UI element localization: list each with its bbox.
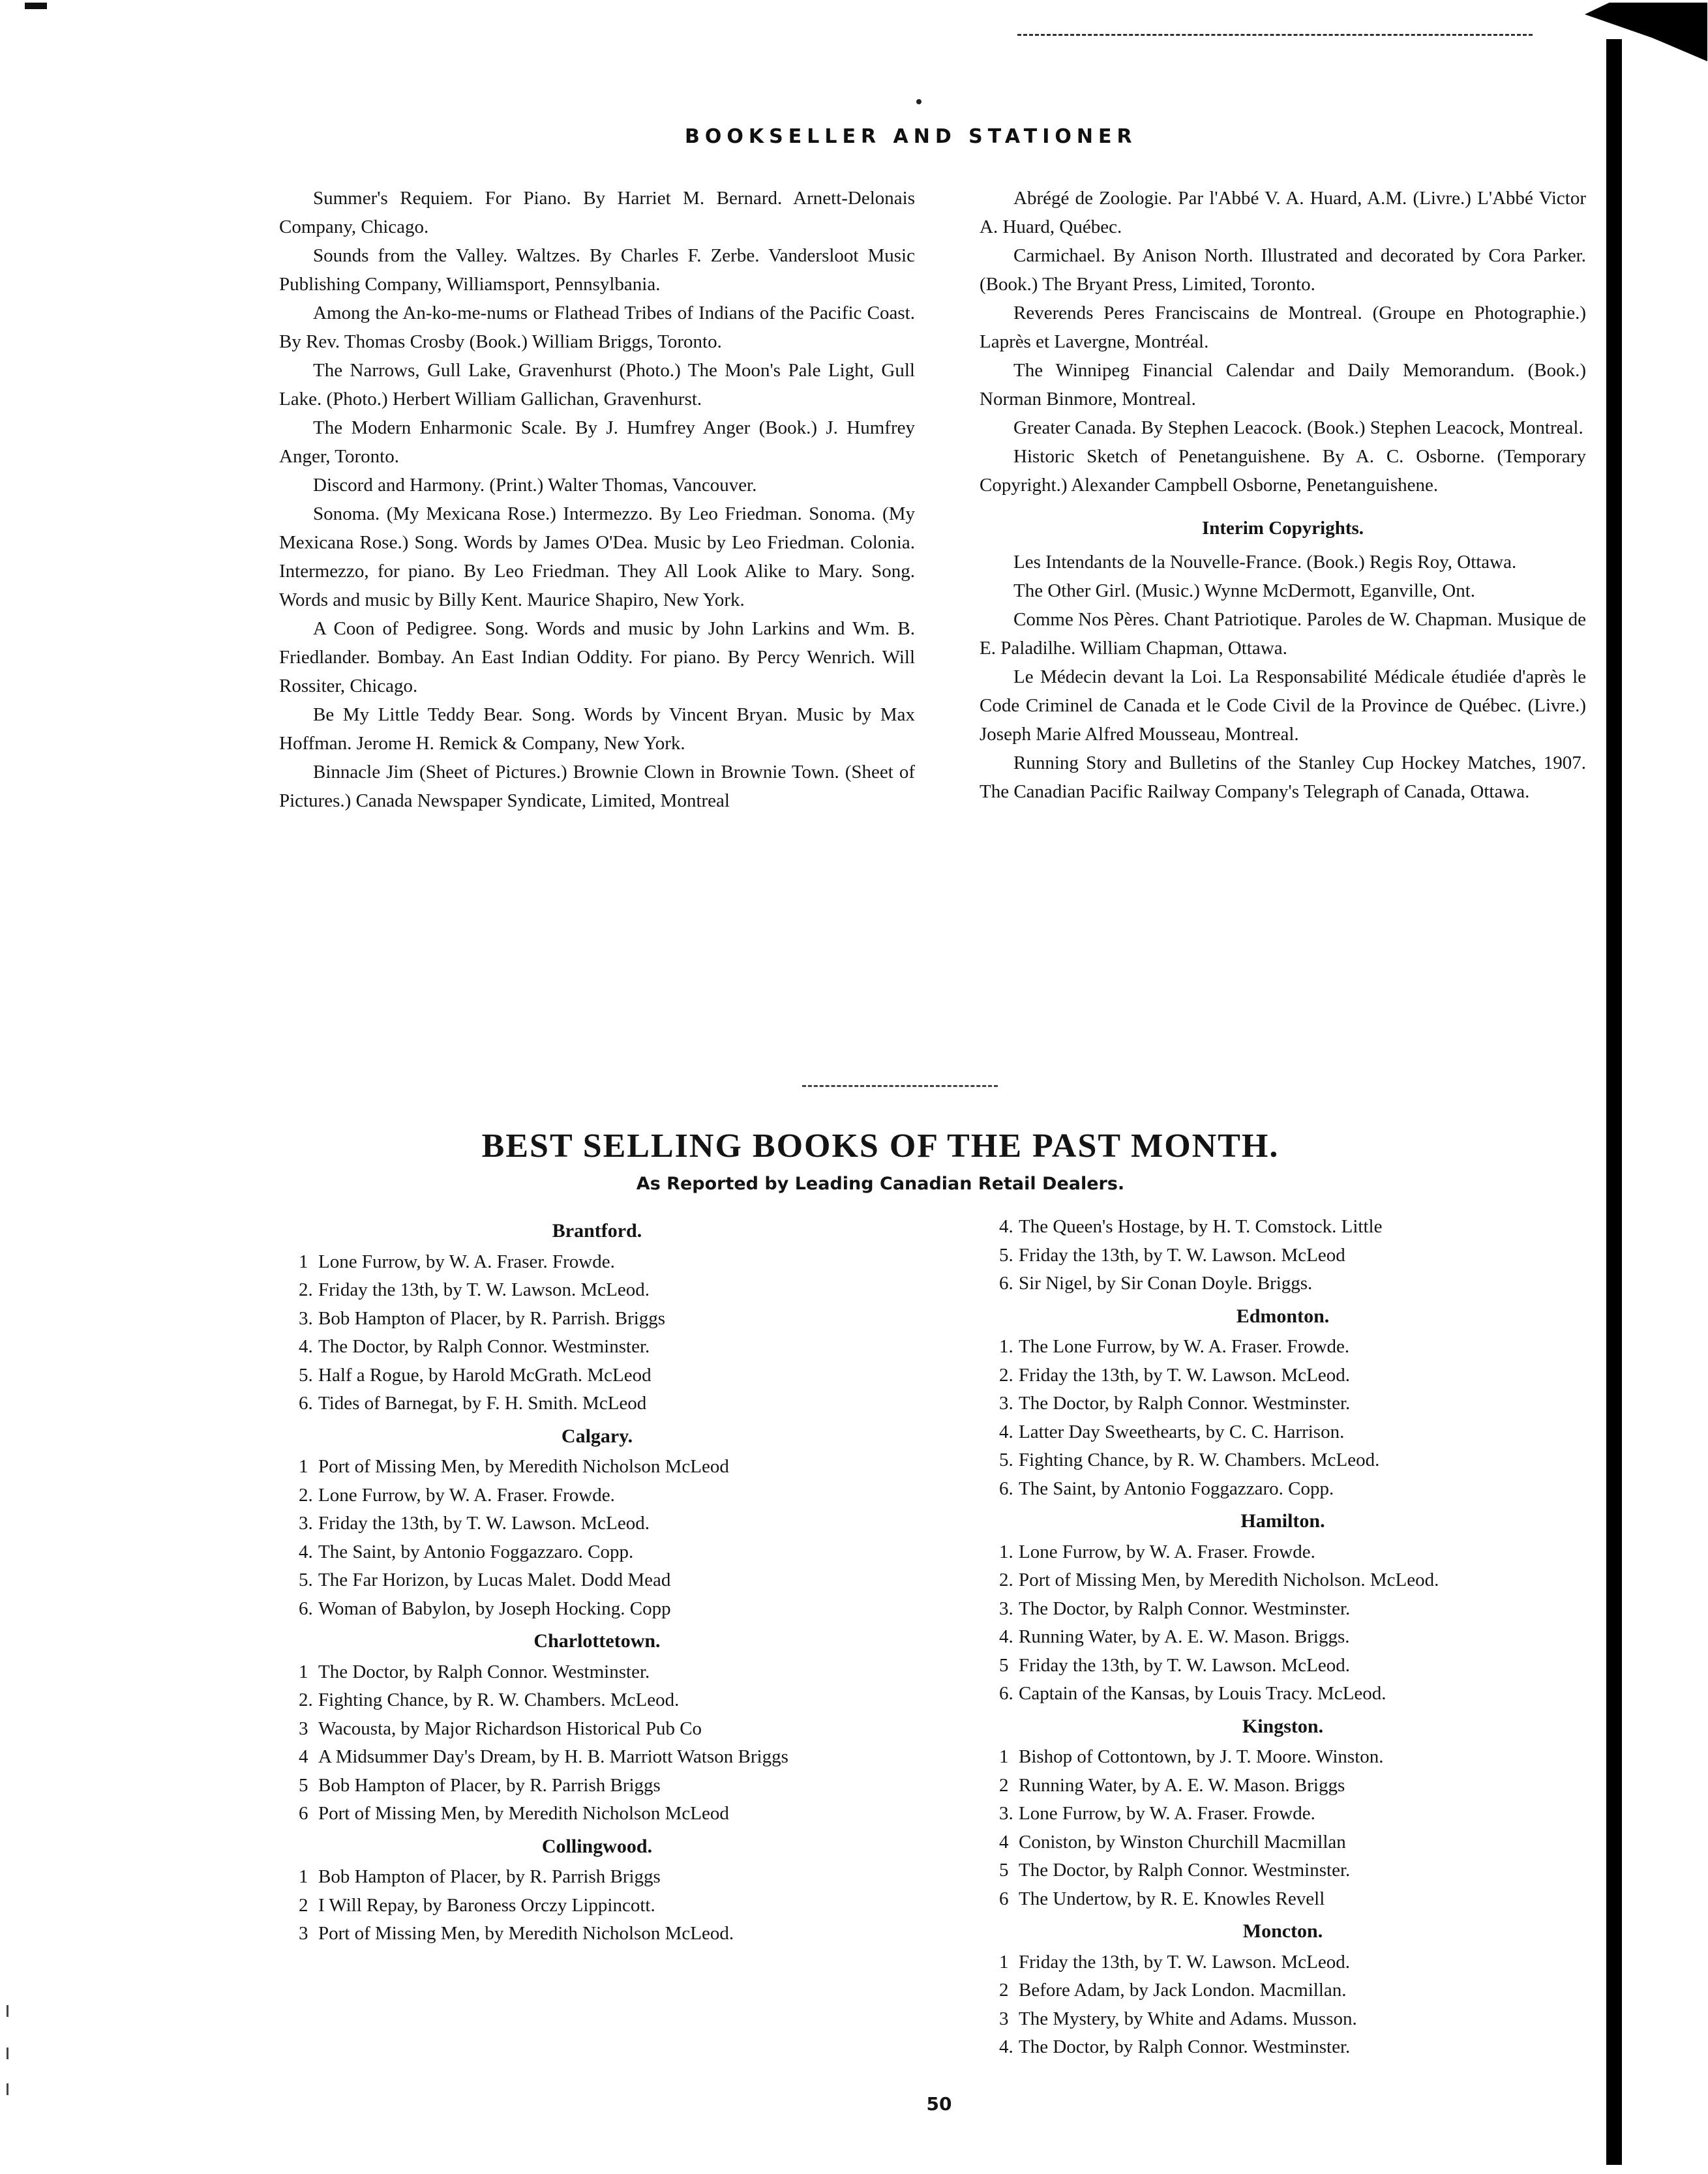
book-entry: I Will Repay, by Baroness Orczy Lippincott. (318, 1894, 655, 1916)
rank-number: 6. (999, 1683, 1013, 1704)
book-entry: Lone Furrow, by W. A. Fraser. Frowde. (318, 1484, 615, 1506)
bestseller-list (279, 1453, 915, 1623)
book-entry: Bob Hampton of Placer, by R. Parrish Briggs (318, 1774, 661, 1796)
book-entry: The Lone Furrow, by W. A. Fraser. Frowde. (1019, 1336, 1350, 1357)
book-entry: Running Water, by A. E. W. Mason. Briggs (1019, 1774, 1345, 1796)
entry-paragraph: Discord and Harmony. (Print.) Walter Thomas, Vancouver. (313, 475, 757, 496)
book-entry: The Doctor, by Ralph Connor. Westminster. (1019, 1860, 1351, 1881)
margin-tick (7, 2047, 8, 2059)
section-title: BEST SELLING BOOKS OF THE PAST MONTH. (481, 1127, 1280, 1165)
rank-number: 4. (999, 1216, 1013, 1237)
bestsellers-column-left (279, 1213, 915, 1948)
book-entry: Sir Nigel, by Sir Conan Doyle. Briggs. (1019, 1273, 1313, 1294)
rank-number: 6 (299, 1803, 308, 1824)
rank-number: 5. (299, 1570, 313, 1590)
section-divider (802, 1085, 998, 1087)
entry-paragraph: Greater Canada. By Stephen Leacock. (Book.) Stephen Leacock, Montreal. (1013, 417, 1583, 438)
book-entry: Port of Missing Men, by Meredith Nicholson McLeod (318, 1456, 729, 1477)
book-entry: Latter Day Sweethearts, by C. C. Harrison. (1019, 1421, 1345, 1442)
book-entry: Bishop of Cottontown, by J. T. Moore. Winston. (1019, 1746, 1384, 1767)
bestseller-item (980, 1242, 1586, 1270)
bestseller-item (980, 1446, 1586, 1475)
bestseller-item (980, 1652, 1586, 1680)
book-entry: Port of Missing Men, by Meredith Nicholson McLeod. (318, 1923, 734, 1944)
rank-number: 4. (999, 1626, 1013, 1647)
book-entry: The Doctor, by Ralph Connor. Westminster. (318, 1336, 650, 1357)
rank-number: 2. (299, 1484, 313, 1506)
bestseller-item (980, 1680, 1586, 1708)
scan-corner-mark (25, 3, 47, 9)
book-entry: Coniston, by Winston Churchill Macmillan (1019, 1831, 1346, 1853)
rank-number: 4. (999, 1421, 1013, 1442)
rank-number: 5 (299, 1774, 308, 1796)
bestseller-item (980, 1828, 1586, 1857)
bestseller-item (980, 1333, 1586, 1362)
rank-number: 5 (999, 1654, 1009, 1676)
interim-heading: Interim Copyrights. (1201, 518, 1364, 539)
book-entry: Port of Missing Men, by Meredith Nicholson McLeod (318, 1803, 729, 1824)
copyright-column-left (279, 184, 915, 815)
entry-paragraph: Be My Little Teddy Bear. Song. Words by Vincent Bryan. Music by Max Hoffman. Jerome H. Remick & Company, New York. (279, 704, 915, 754)
bestseller-list (980, 1333, 1586, 1503)
rank-number: 3 (299, 1923, 308, 1944)
bestseller-item (980, 1475, 1586, 1504)
entry-paragraph: Summer's Requiem. For Piano. By Harriet M. Bernard. Arnett-Delonais Company, Chicago. (279, 188, 915, 237)
rank-number: 2. (999, 1570, 1013, 1590)
bestseller-item (279, 1863, 915, 1892)
rank-number: 2 (999, 1774, 1009, 1796)
rank-number: 6 (999, 1888, 1009, 1909)
rank-number: 1 (999, 1746, 1009, 1767)
book-entry: Friday the 13th, by T. W. Lawson. McLeod. (1019, 1951, 1350, 1973)
book-entry: Before Adam, by Jack London. Macmillan. (1019, 1980, 1347, 2001)
rank-number: 2. (299, 1279, 313, 1300)
bestseller-item (279, 1362, 915, 1390)
rank-number: 3. (999, 1598, 1013, 1619)
book-entry: Wacousta, by Major Richardson Historical Pub Co (318, 1718, 702, 1739)
rank-number: 5. (999, 1450, 1013, 1470)
bestseller-item (980, 1213, 1586, 1242)
book-entry: Woman of Babylon, by Joseph Hocking. Copp (318, 1598, 671, 1619)
bestseller-item (279, 1772, 915, 1800)
city-heading: Calgary. (561, 1425, 633, 1447)
bestseller-item (980, 2033, 1586, 2062)
book-entry: Lone Furrow, by W. A. Fraser. Frowde. (1019, 1803, 1315, 1824)
bestseller-item (279, 1453, 915, 1482)
book-entry: Friday the 13th, by T. W. Lawson. McLeod. (1019, 1654, 1350, 1676)
bestseller-item (980, 1595, 1586, 1624)
city-heading: Moncton. (1242, 1920, 1323, 1942)
book-entry: The Doctor, by Ralph Connor. Westminster. (1019, 1598, 1351, 1619)
bestseller-item (279, 1390, 915, 1418)
city-heading: Kingston. (1242, 1715, 1324, 1737)
city-heading: Charlottetown. (533, 1630, 661, 1652)
bestseller-item (279, 1248, 915, 1277)
rank-number: 1 (299, 1251, 308, 1272)
bestseller-item (279, 1920, 915, 1948)
book-entry: Bob Hampton of Placer, by R. Parrish. Briggs (318, 1307, 666, 1329)
entry-paragraph: Binnacle Jim (Sheet of Pictures.) Brownie Clown in Brownie Town. (Sheet of Pictures.) Canada Newspaper Syndicate, Limited, Montreal (279, 762, 915, 811)
entry-paragraph: Le Médecin devant la Loi. La Responsabilité Médicale étudiée d'après le Code Criminel de Canada et le Code Civil de la Province de Québec. (Livre.) Joseph Marie Alfred Mousseau, Montreal. (980, 666, 1586, 745)
bestseller-item (279, 1892, 915, 1920)
bestseller-item (980, 1538, 1586, 1567)
book-entry: Fighting Chance, by R. W. Chambers. McLeod. (318, 1690, 680, 1710)
bestseller-list (279, 1863, 915, 1948)
book-entry: Fighting Chance, by R. W. Chambers. McLeod. (1019, 1450, 1380, 1470)
rank-number: 6. (999, 1273, 1013, 1294)
rank-number: 1 (299, 1661, 308, 1682)
rank-number: 6. (999, 1478, 1013, 1499)
book-entry: The Undertow, by R. E. Knowles Revell (1019, 1888, 1325, 1909)
bestseller-item (279, 1566, 915, 1595)
page-number: 50 (926, 2093, 952, 2115)
city-heading: Hamilton. (1240, 1510, 1325, 1532)
rank-number: 3. (299, 1307, 313, 1329)
rank-number: 3. (299, 1513, 313, 1534)
book-entry: Lone Furrow, by W. A. Fraser. Frowde. (318, 1251, 615, 1272)
book-entry: Lone Furrow, by W. A. Fraser. Frowde. (1019, 1541, 1315, 1562)
entry-paragraph: Among the An-ko-me-nums or Flathead Tribes of Indians of the Pacific Coast. By Rev. Thomas Crosby (Book.) William Briggs, Toronto. (279, 303, 915, 352)
bestseller-item (980, 1566, 1586, 1595)
bestseller-list (279, 1658, 915, 1828)
entry-paragraph: Reverends Peres Franciscains de Montreal. (Groupe en Photographie.) Laprès et Lavergne, Montréal. (980, 303, 1586, 352)
bestseller-item (980, 1362, 1586, 1390)
bestseller-item (279, 1743, 915, 1772)
entry-paragraph: The Other Girl. (Music.) Wynne McDermott, Eganville, Ont. (1013, 580, 1476, 601)
city-heading: Brantford. (552, 1220, 642, 1242)
bestseller-item (279, 1800, 915, 1828)
rank-number: 2 (299, 1894, 308, 1916)
binding-edge (1606, 39, 1622, 2165)
entry-paragraph: Sounds from the Valley. Waltzes. By Charles F. Zerbe. Vandersloot Music Publishing Company, Williamsport, Pennsylbania. (279, 245, 915, 295)
entry-paragraph: Sonoma. (My Mexicana Rose.) Intermezzo. By Leo Friedman. Sonoma. (My Mexicana Rose.) Song. Words by James O'Dea. Music by Leo Friedman. Colonia. Intermezzo, for piano. By Leo Friedman. They All Look Alike to Mary. Song. Words and music by Billy Kent. Maurice Shapiro, New York. (279, 503, 915, 610)
top-scan-dash (1017, 34, 1533, 36)
bestseller-item (279, 1276, 915, 1305)
rank-number: 6. (299, 1393, 313, 1414)
rank-number: 2 (999, 1980, 1009, 2001)
bestseller-item (980, 1418, 1586, 1447)
entry-paragraph: Abrégé de Zoologie. Par l'Abbé V. A. Huard, A.M. (Livre.) L'Abbé Victor A. Huard, Québec. (980, 188, 1586, 237)
bestseller-item (279, 1510, 915, 1538)
section-subtitle: As Reported by Leading Canadian Retail Dealers. (636, 1174, 1125, 1194)
rank-number: 1 (299, 1456, 308, 1477)
book-entry: The Mystery, by White and Adams. Musson. (1019, 2008, 1357, 2029)
rank-number: 4 (999, 1831, 1009, 1853)
rank-number: 4 (299, 1746, 308, 1767)
entry-paragraph: Historic Sketch of Penetanguishene. By A. C. Osborne. (Temporary Copyright.) Alexander Campbell Osborne, Penetanguishene. (980, 446, 1586, 496)
book-entry: Friday the 13th, by T. W. Lawson. McLeod. (318, 1279, 650, 1300)
entry-paragraph: The Narrows, Gull Lake, Gravenhurst (Photo.) The Moon's Pale Light, Gull Lake. (Photo.) Herbert William Gallichan, Gravenhurst. (279, 360, 915, 409)
bestseller-item (980, 1743, 1586, 1772)
rank-number: 1. (999, 1336, 1013, 1357)
book-entry: Half a Rogue, by Harold McGrath. McLeod (318, 1364, 652, 1386)
entry-paragraph: The Winnipeg Financial Calendar and Daily Memorandum. (Book.) Norman Binmore, Montreal. (980, 360, 1586, 409)
margin-tick (7, 2083, 8, 2095)
bestseller-item (279, 1305, 915, 1333)
entry-paragraph: Running Story and Bulletins of the Stanley Cup Hockey Matches, 1907. The Canadian Pacific Railway Company's Telegraph of Canada, Ottawa. (980, 752, 1586, 802)
rank-number: 2. (299, 1690, 313, 1710)
rank-number: 2. (999, 1364, 1013, 1386)
bestseller-list (980, 1948, 1586, 2062)
entry-paragraph: Les Intendants de la Nouvelle-France. (Book.) Regis Roy, Ottawa. (1013, 552, 1517, 573)
rank-number: 5. (299, 1364, 313, 1386)
book-entry: Friday the 13th, by T. W. Lawson. McLeod (1019, 1244, 1345, 1266)
bestseller-list (980, 1213, 1586, 1298)
entry-paragraph: Comme Nos Pères. Chant Patriotique. Paroles de W. Chapman. Musique de E. Paladilhe. William Chapman, Ottawa. (980, 609, 1586, 659)
bestseller-item (980, 1800, 1586, 1828)
book-entry: The Far Horizon, by Lucas Malet. Dodd Mead (318, 1570, 671, 1590)
bestsellers-column-right (980, 1213, 1586, 2062)
margin-tick (7, 2005, 8, 2017)
bestseller-item (279, 1333, 915, 1362)
book-entry: Friday the 13th, by T. W. Lawson. McLeod. (1019, 1364, 1350, 1386)
bestseller-item (980, 1623, 1586, 1652)
book-entry: The Saint, by Antonio Foggazzaro. Copp. (318, 1541, 634, 1562)
rank-number: 1 (999, 1951, 1009, 1973)
book-entry: The Doctor, by Ralph Connor. Westminster. (318, 1661, 650, 1682)
book-entry: The Doctor, by Ralph Connor. Westminster. (1019, 1393, 1351, 1414)
bestseller-item (980, 1390, 1586, 1418)
book-entry: The Doctor, by Ralph Connor. Westminster. (1019, 2036, 1351, 2057)
header-dot (916, 99, 921, 104)
city-heading: Collingwood. (541, 1835, 653, 1857)
bestseller-item (279, 1538, 915, 1567)
rank-number: 3. (999, 1803, 1013, 1824)
copyright-column-right (980, 184, 1586, 806)
bestseller-item (980, 1772, 1586, 1800)
copyright-entries-right (980, 184, 1586, 499)
bestseller-list (980, 1743, 1586, 1913)
book-entry: A Midsummer Day's Dream, by H. B. Marriott Watson Briggs (318, 1746, 788, 1767)
rank-number: 5. (999, 1244, 1013, 1266)
bestseller-item (980, 1976, 1586, 2005)
binding-edge-top (1585, 3, 1707, 61)
book-entry: The Queen's Hostage, by H. T. Comstock. Little (1019, 1216, 1383, 1237)
book-entry: The Saint, by Antonio Foggazzaro. Copp. (1019, 1478, 1334, 1499)
entry-paragraph: Carmichael. By Anison North. Illustrated and decorated by Cora Parker. (Book.) The Bryant Press, Limited, Toronto. (980, 245, 1586, 295)
book-entry: Bob Hampton of Placer, by R. Parrish Briggs (318, 1866, 661, 1887)
rank-number: 1 (299, 1866, 308, 1887)
city-heading: Edmonton. (1236, 1305, 1330, 1327)
bestseller-item (980, 1270, 1586, 1298)
bestseller-item (279, 1482, 915, 1510)
bestseller-item (279, 1658, 915, 1687)
bestseller-item (279, 1715, 915, 1744)
entry-paragraph: The Modern Enharmonic Scale. By J. Humfrey Anger (Book.) J. Humfrey Anger, Toronto. (279, 417, 915, 467)
rank-number: 3 (299, 1718, 308, 1739)
rank-number: 4. (999, 2036, 1013, 2057)
book-entry: Port of Missing Men, by Meredith Nicholson. McLeod. (1019, 1570, 1439, 1590)
bestseller-item (980, 1948, 1586, 1977)
rank-number: 3. (999, 1393, 1013, 1414)
running-head: BOOKSELLER AND STATIONER (685, 125, 1137, 148)
bestseller-list (980, 1538, 1586, 1708)
bestseller-item (279, 1595, 915, 1624)
rank-number: 1. (999, 1541, 1013, 1562)
book-entry: Captain of the Kansas, by Louis Tracy. McLeod. (1019, 1683, 1386, 1704)
book-entry: Friday the 13th, by T. W. Lawson. McLeod. (318, 1513, 650, 1534)
book-entry: Running Water, by A. E. W. Mason. Briggs. (1019, 1626, 1350, 1647)
bestseller-item (980, 1885, 1586, 1914)
rank-number: 4. (299, 1541, 313, 1562)
bestseller-item (980, 2005, 1586, 2034)
entry-paragraph: A Coon of Pedigree. Song. Words and music by John Larkins and Wm. B. Friedlander. Bombay. An East Indian Oddity. For piano. By Percy Wenrich. Will Rossiter, Chicago. (279, 618, 915, 696)
rank-number: 4. (299, 1336, 313, 1357)
interim-entries (980, 548, 1586, 806)
rank-number: 6. (299, 1598, 313, 1619)
rank-number: 5 (999, 1860, 1009, 1881)
bestseller-item (279, 1686, 915, 1715)
rank-number: 3 (999, 2008, 1009, 2029)
bestseller-item (980, 1856, 1586, 1885)
book-entry: Tides of Barnegat, by F. H. Smith. McLeod (318, 1393, 647, 1414)
bestseller-list (279, 1248, 915, 1418)
